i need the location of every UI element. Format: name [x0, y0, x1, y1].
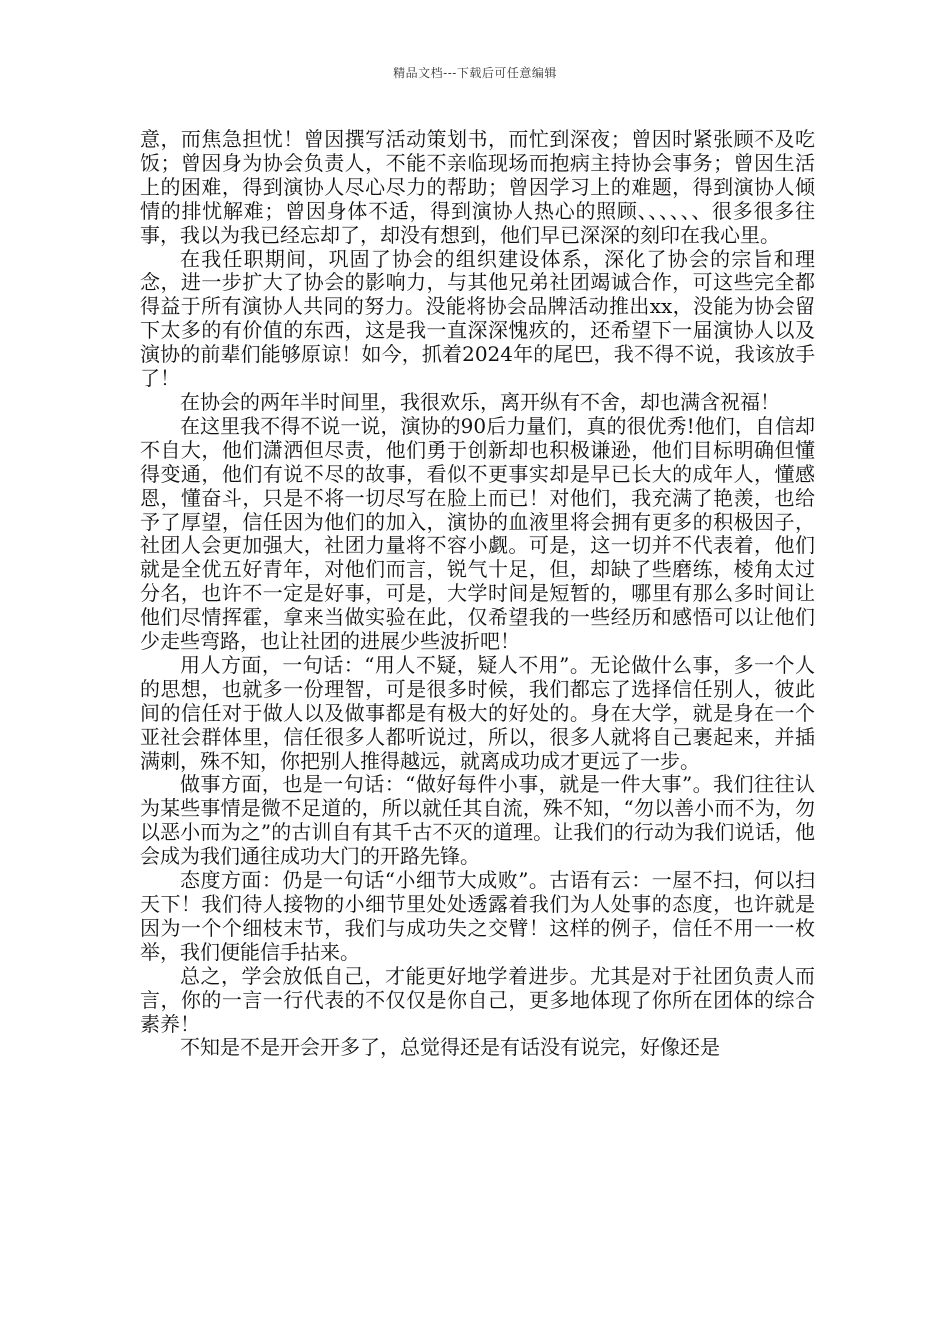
paragraph: 在我任职期间，巩固了协会的组织建设体系，深化了协会的宗旨和理念，进一步扩大了协会的影响力，与其他兄弟社团竭诚合作，可这些完全都得益于所有演协人共同的努力。没能将协会品牌活动推出xx，没能为协会留下太多的有价值的东西，这是我一直深深愧疚的，还希望下一届演协人以及演协的前辈们能够原谅！如今，抓着2024年的尾巴，我不得不说，我该放手了！ — [140, 246, 815, 391]
paragraph: 在这里我不得不说一说，演协的90后力量们，真的很优秀!他们，自信却不自大，他们潇洒但尽责，他们勇于创新却也积极谦逊，他们目标明确但懂得变通，他们有说不尽的故事，看似不更事实却是早已长大的成年人，懂感恩，懂奋斗，只是不将一切尽写在脸上而已！对他们，我充满了艳羡，也给予了厚望，信任因为他们的加入，演协的血液里将会拥有更多的积极因子，社团人会更加强大，社团力量将不容小觑。可是，这一切并不代表着，他们就是全优五好青年，对他们而言，锐气十足，但，却缺了些磨练，棱角太过分名，也许不一定是好事，可是，大学时间是短暂的，哪里有那么多时间让他们尽情挥霍，拿来当做实验在此，仅希望我的一些经历和感悟可以让他们少走些弯路，也让社团的进展少些波折吧！ — [140, 413, 815, 654]
paragraph: 意，而焦急担忧！曾因撰写活动策划书，而忙到深夜；曾因时紧张顾不及吃饭；曾因身为协会负责人，不能不亲临现场而抱病主持协会事务；曾因生活上的困难，得到演协人尽心尽力的帮助；曾因学习上的难题，得到演协人倾情的排忧解难；曾因身体不适，得到演协人热心的照顾、、、、、、很多很多往事，我以为我已经忘却了，却没有想到，他们早已深深的刻印在我心里。 — [140, 127, 815, 247]
document-body — [140, 128, 815, 1060]
paragraph: 用人方面，一句话：“用人不疑，疑人不用”。无论做什么事，多一个人的思想，也就多一份理智，可是很多时候，我们都忘了选择信任别人，彼此间的信任对于做人以及做事都是有极大的好处的。身在大学，就是身在一个亚社会群体里，信任很多人都听说过，所以，很多人就将自己裹起来，并插满刺，殊不知，你把别人推得越远，就离成功成才更远了一步。 — [140, 652, 815, 773]
page-header: 精品文档---下载后可任意编辑 — [393, 66, 557, 80]
paragraph: 做事方面，也是一句话：“做好每件小事，就是一件大事”。我们往往认为某些事情是微不足道的，所以就任其自流，殊不知，“勿以善小而不为，勿以恶小而为之”的古训自有其千古不灭的道理。让我们的行动为我们说话，他会成为我们通往成功大门的开路先锋。 — [140, 772, 815, 869]
paragraph: 态度方面：仍是一句话“小细节大成败”。古语有云：一屋不扫，何以扫天下！我们待人接物的小细节里处处透露着我们为人处事的态度，也许就是因为一个个细枝末节，我们与成功失之交臂！这样的例子，信任不用一一枚举，我们便能信手拈来。 — [140, 868, 815, 964]
paragraph: 总之，学会放低自己，才能更好地学着进步。尤其是对于社团负责人而言，你的一言一行代表的不仅仅是你自己，更多地体现了你所在团体的综合素养！ — [140, 963, 815, 1036]
paragraph: 在协会的两年半时间里，我很欢乐，离开纵有不舍，却也满含祝福！ — [180, 389, 780, 414]
paragraph: 不知是不是开会开多了，总觉得还是有话没有说完，好像还是 — [180, 1035, 720, 1060]
